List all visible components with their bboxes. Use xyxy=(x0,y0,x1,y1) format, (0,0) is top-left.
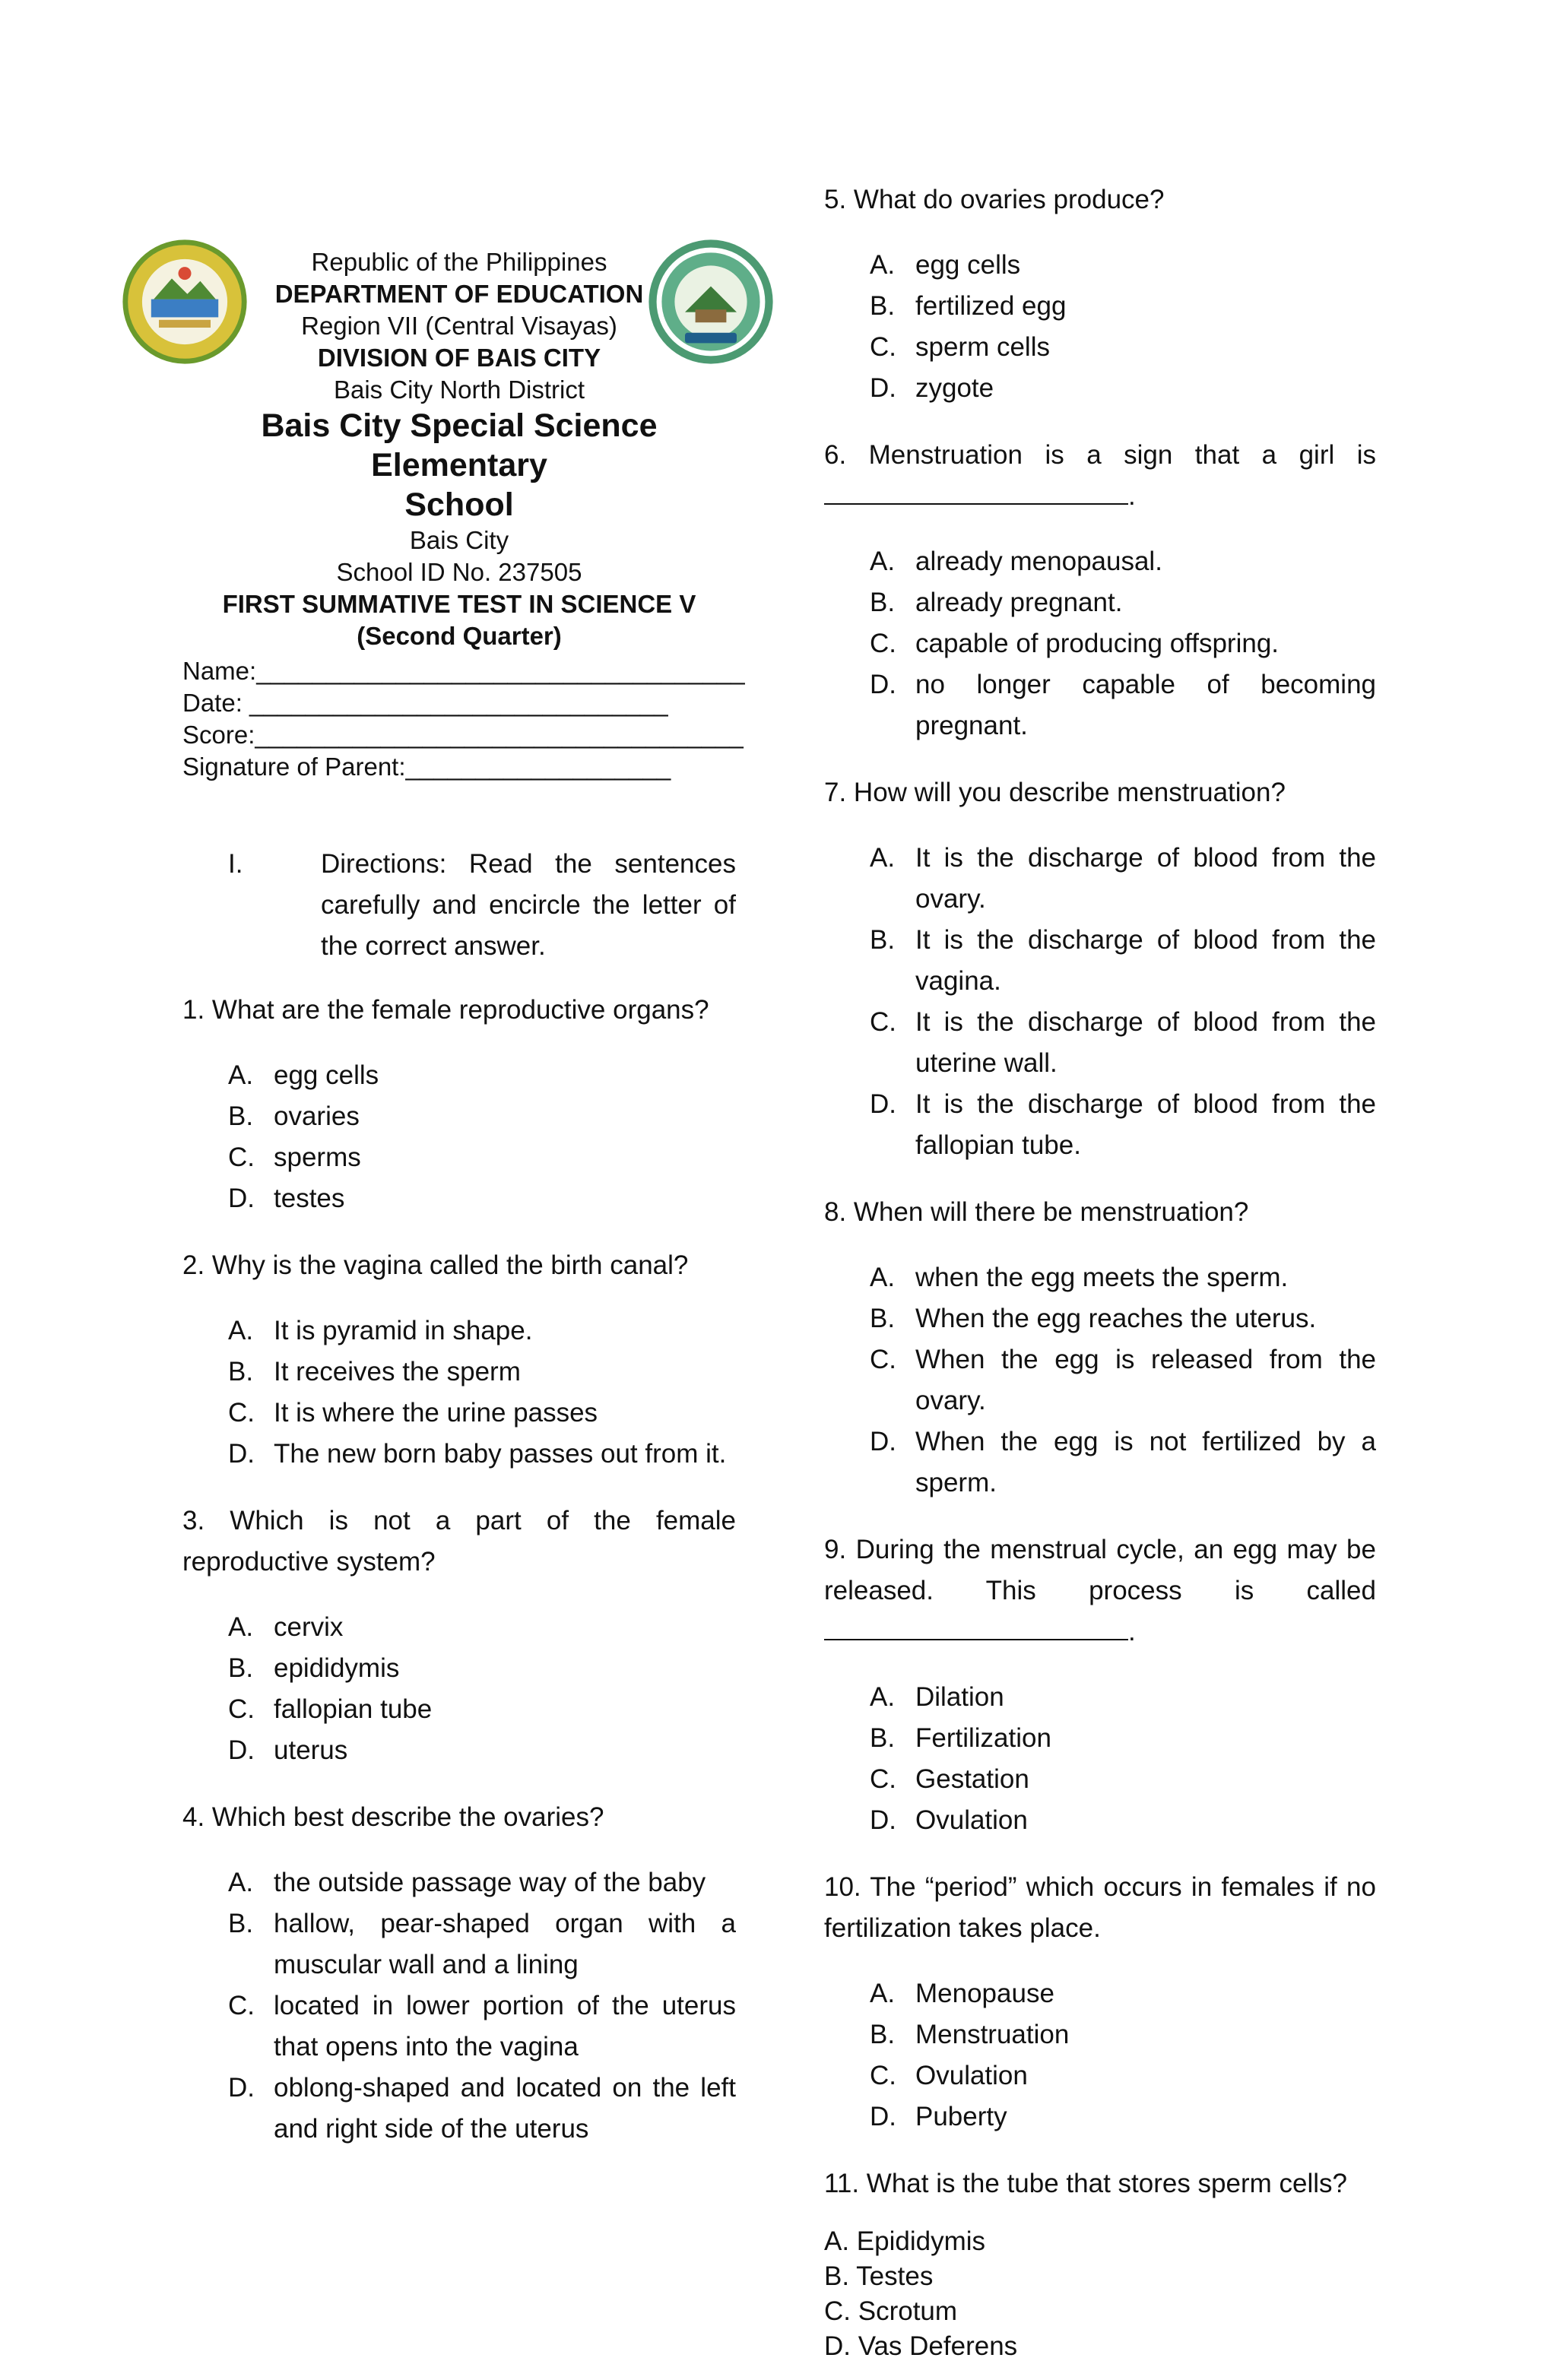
left-column xyxy=(182,0,745,2144)
option-10a[interactable]: A. Menopause xyxy=(870,1979,1054,2008)
option-2d[interactable]: D. The new born baby passes out from it. xyxy=(228,1439,727,1469)
region-line: Region VII (Central Visayas) xyxy=(301,312,617,340)
question-3: 3. Which is not a part of the female reproductive system? xyxy=(182,1506,736,1577)
directions-number: I. xyxy=(228,849,243,879)
question-8: 8. When will there be menstruation? xyxy=(824,1197,1249,1227)
question-7: 7. How will you describe menstruation? xyxy=(824,778,1286,807)
score-field: Score:___________________________________ xyxy=(182,721,744,749)
option-6d[interactable]: D. no longer capable of becoming pregnant. xyxy=(870,670,1376,740)
directions xyxy=(228,844,736,967)
options-1 xyxy=(182,1055,736,1219)
division-line: DIVISION OF BAIS CITY xyxy=(317,344,601,372)
option-4c[interactable]: C. located in lower portion of the uterus that opens into the vagina xyxy=(228,1991,736,2062)
option-8b[interactable]: B. When the egg reaches the uterus. xyxy=(870,1304,1317,1333)
question-9: 9. During the menstrual cycle, an egg may be released. This process is called xyxy=(824,1535,1376,1605)
option-5b[interactable]: B. fertilized egg xyxy=(870,291,1067,321)
option-10c[interactable]: C. Ovulation xyxy=(870,2061,1028,2090)
option-8a[interactable]: A. when the egg meets the sperm. xyxy=(870,1263,1289,1292)
option-2b[interactable]: B. It receives the sperm xyxy=(228,1357,521,1386)
options-9 xyxy=(824,1677,1376,1841)
option-3d[interactable]: D. uterus xyxy=(228,1735,348,1765)
student-info-fields xyxy=(182,655,745,783)
option-4b[interactable]: B. hallow, pear-shaped organ with a muscular wall and a lining xyxy=(228,1909,736,1979)
quarter-label: (Second Quarter) xyxy=(357,622,562,650)
option-4d[interactable]: D. oblong-shaped and located on the left and right side of the uterus xyxy=(228,2073,736,2144)
option-3b[interactable]: B. epididymis xyxy=(228,1653,400,1683)
options-11 xyxy=(824,2224,1376,2364)
answer-blank-9[interactable] xyxy=(824,1616,1128,1640)
option-8d[interactable]: D. When the egg is not fertilized by a sperm. xyxy=(870,1427,1376,1497)
option-2c[interactable]: C. It is where the urine passes xyxy=(228,1398,598,1428)
option-9a[interactable]: A. Dilation xyxy=(870,1682,1004,1712)
question-5: 5. What do ovaries produce? xyxy=(824,185,1165,214)
option-10b[interactable]: B. Menstruation xyxy=(870,2020,1070,2049)
question-6: 6. Menstruation is a sign that a girl is xyxy=(824,440,1376,470)
option-3a[interactable]: A. cervix xyxy=(228,1612,344,1642)
options-8 xyxy=(824,1257,1376,1504)
option-5d[interactable]: D. zygote xyxy=(870,373,994,403)
header-text xyxy=(182,246,736,652)
question-6-blank: . xyxy=(824,476,1376,517)
option-1b[interactable]: B. ovaries xyxy=(228,1101,360,1131)
question-10: 10. The “period” which occurs in females if no fertilization takes place. xyxy=(824,1872,1376,1943)
district-line: Bais City North District xyxy=(333,376,585,404)
options-3 xyxy=(182,1607,736,1771)
options-4 xyxy=(182,1862,736,2150)
options-2 xyxy=(182,1310,736,1475)
option-5a[interactable]: A. egg cells xyxy=(870,250,1021,280)
options-6 xyxy=(824,541,1376,746)
signature-field: Signature of Parent:___________________ xyxy=(182,753,671,781)
questions-left xyxy=(182,990,736,2176)
options-10 xyxy=(824,1973,1376,2138)
date-field: Date: ______________________________ xyxy=(182,689,668,717)
option-5c[interactable]: C. sperm cells xyxy=(870,332,1050,362)
question-11: 11. What is the tube that stores sperm cells? xyxy=(824,2169,1348,2198)
question-4: 4. Which best describe the ovaries? xyxy=(182,1802,604,1832)
option-6c[interactable]: C. capable of producing offspring. xyxy=(870,629,1280,658)
question-2: 2. Why is the vagina called the birth canal? xyxy=(182,1250,689,1280)
question-1: 1. What are the female reproductive organs? xyxy=(182,995,709,1025)
option-9d[interactable]: D. Ovulation xyxy=(870,1805,1028,1835)
name-field: Name:___________________________________ xyxy=(182,657,745,685)
option-10d[interactable]: D. Puberty xyxy=(870,2102,1007,2131)
option-1c[interactable]: C. sperms xyxy=(228,1142,361,1172)
school-name-line2: School xyxy=(404,486,514,523)
republic-line: Republic of the Philippines xyxy=(311,248,607,276)
option-7d[interactable]: D. It is the discharge of blood from the fallopian tube. xyxy=(870,1089,1376,1160)
option-1a[interactable]: A. egg cells xyxy=(228,1060,379,1090)
option-3c[interactable]: C. fallopian tube xyxy=(228,1694,433,1724)
option-11d[interactable]: D. Vas Deferens xyxy=(824,2331,1018,2361)
option-7c[interactable]: C. It is the discharge of blood from the uterine wall. xyxy=(870,1007,1376,1078)
option-11c[interactable]: C. Scrotum xyxy=(824,2296,958,2326)
answer-blank-6[interactable] xyxy=(824,480,1128,505)
test-title: FIRST SUMMATIVE TEST IN SCIENCE V xyxy=(222,590,696,618)
option-1d[interactable]: D. testes xyxy=(228,1184,345,1213)
option-8c[interactable]: C. When the egg is released from the ovary. xyxy=(870,1345,1376,1415)
question-9-blank: . xyxy=(824,1611,1376,1653)
school-header xyxy=(182,0,736,650)
option-11b[interactable]: B. Testes xyxy=(824,2261,934,2291)
option-9b[interactable]: B. Fertilization xyxy=(870,1723,1051,1753)
directions-text: Directions: Read the sentences carefully and encircle the letter of the correct answer. xyxy=(321,849,736,961)
department-line: DEPARTMENT OF EDUCATION xyxy=(274,280,644,308)
school-id: School ID No. 237505 xyxy=(336,558,582,586)
school-name-line1: Bais City Special Science Elementary xyxy=(261,407,658,483)
option-6a[interactable]: A. already menopausal. xyxy=(870,547,1162,576)
option-7b[interactable]: B. It is the discharge of blood from the vagina. xyxy=(870,925,1376,996)
option-7a[interactable]: A. It is the discharge of blood from the ovary. xyxy=(870,843,1376,914)
options-7 xyxy=(824,838,1376,1166)
option-2a[interactable]: A. It is pyramid in shape. xyxy=(228,1316,533,1345)
option-4a[interactable]: A. the outside passage way of the baby xyxy=(228,1868,706,1897)
option-9c[interactable]: C. Gestation xyxy=(870,1764,1029,1794)
right-column xyxy=(824,179,1376,2364)
options-5 xyxy=(824,245,1376,409)
city-line: Bais City xyxy=(409,526,509,554)
option-11a[interactable]: A. Epididymis xyxy=(824,2226,986,2256)
option-6b[interactable]: B. already pregnant. xyxy=(870,588,1123,617)
